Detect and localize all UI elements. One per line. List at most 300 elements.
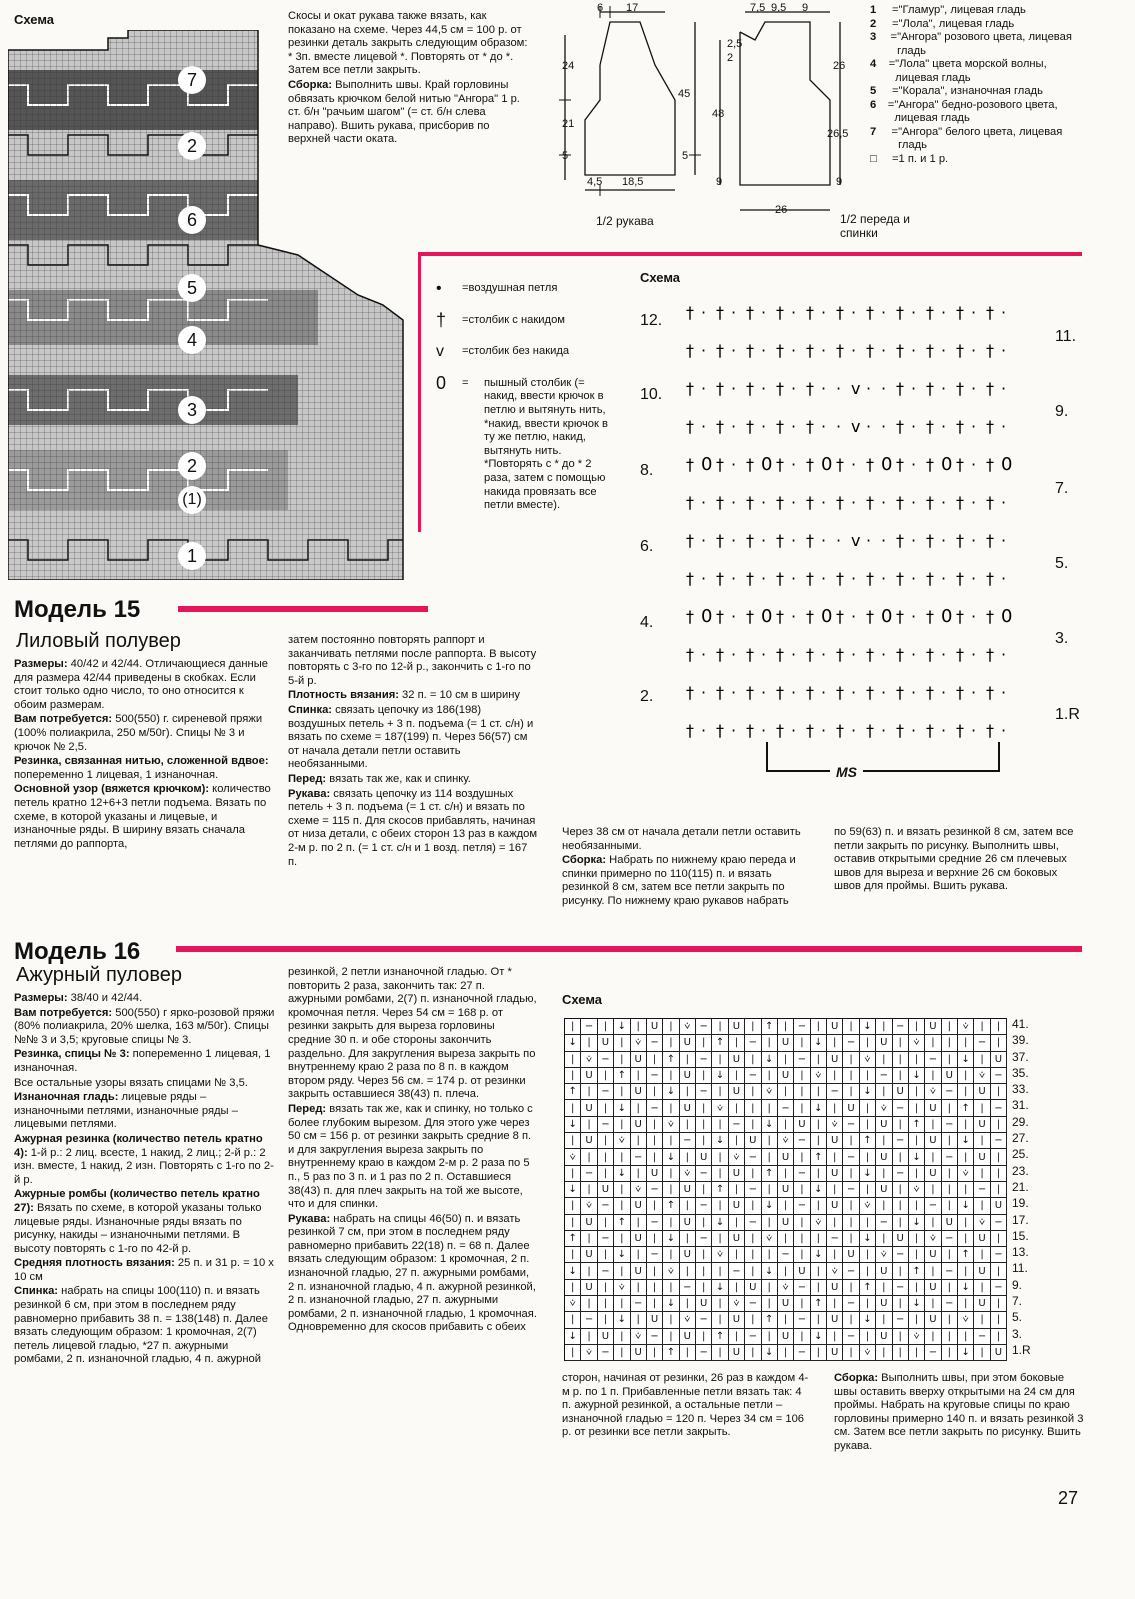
knit-chart-cell: − — [745, 1215, 761, 1231]
knit-chart-cell: ↑ — [762, 1019, 778, 1035]
crochet-symbol: † — [716, 379, 724, 398]
knit-chart-cell: U — [778, 1149, 794, 1165]
knit-chart-cell: ⩒ — [974, 1068, 990, 1084]
knit-chart-cell: U — [827, 1166, 843, 1182]
knit-chart-cell: | — [778, 1345, 794, 1361]
knit-chart-cell: ↓ — [860, 1084, 876, 1100]
text-block: Все остальные узоры вязать спицами № 3,5. — [14, 1076, 248, 1089]
knit-chart-cell: U — [876, 1117, 892, 1133]
crochet-symbol: † — [746, 721, 754, 740]
zone-bubble: (1) — [178, 486, 206, 514]
knit-chart-row — [565, 1084, 1007, 1100]
knit-chart-cell: ↓ — [663, 1231, 679, 1247]
crochet-symbol: † — [686, 607, 694, 626]
knit-chart-row — [565, 1231, 1007, 1247]
crochet-symbol: · — [1001, 341, 1007, 360]
knit-chart-cell: U — [581, 1247, 597, 1263]
crochet-symbol: · — [701, 531, 707, 550]
knit-chart-cell: | — [663, 1019, 679, 1035]
knit-chart-cell: | — [811, 1345, 827, 1361]
knit-chart-cell: | — [909, 1231, 925, 1247]
knit-chart-cell: | — [712, 1019, 728, 1035]
knit-chart-cell: − — [581, 1312, 597, 1328]
knit-chart-cell: ⩒ — [680, 1166, 696, 1182]
color-legend-item: □ = 1 п. и 1 р. — [870, 152, 949, 165]
knit-chart-cell: U — [631, 1084, 647, 1100]
knit-chart-cell: U — [974, 1296, 990, 1312]
knit-chart-cell: | — [565, 1166, 581, 1182]
crochet-symbol: · — [701, 683, 707, 702]
knit-chart-cell: | — [794, 1231, 810, 1247]
knit-chart-row — [565, 1117, 1007, 1133]
knit-chart-cell: ⩒ — [958, 1312, 974, 1328]
knit-chart-cell: | — [925, 1215, 941, 1231]
crochet-symbol: † — [806, 303, 814, 322]
knit-chart-cell: | — [745, 1198, 761, 1214]
crochet-symbol: · — [971, 683, 977, 702]
crochet-symbol: · — [866, 417, 872, 436]
sleeve-dim: 24 — [562, 60, 575, 72]
crochet-symbol: † — [956, 721, 964, 740]
crochet-symbol: · — [821, 341, 827, 360]
crochet-symbol: · — [791, 455, 797, 474]
crochet-symbol: † — [986, 379, 994, 398]
knit-chart-row — [565, 1345, 1007, 1361]
knit-chart-cell: | — [631, 1100, 647, 1116]
knit-chart-cell: U — [991, 1052, 1007, 1068]
knit-chart-cell: − — [647, 1035, 663, 1051]
knit-chart-cell: U — [827, 1280, 843, 1296]
knit-chart-cell: U — [827, 1198, 843, 1214]
knit-chart-cell: | — [876, 1052, 892, 1068]
knit-chart-cell: | — [925, 1329, 941, 1345]
crochet-symbol: · — [1001, 531, 1007, 550]
model15-col3 — [562, 826, 812, 910]
knit-chart-cell: ↓ — [958, 1280, 974, 1296]
crochet-symbol: † — [866, 645, 874, 664]
crochet-chart — [680, 290, 1040, 750]
knit-row-label: 17. — [1012, 1212, 1029, 1227]
knit-chart-cell: | — [598, 1280, 614, 1296]
knit-chart-cell: | — [745, 1019, 761, 1035]
crochet-symbol: · — [821, 303, 827, 322]
scheme-label: Схема — [14, 12, 55, 27]
body-dim: 9 — [836, 176, 843, 188]
knit-chart-cell: ↓ — [909, 1149, 925, 1165]
knit-chart-cell: | — [991, 1312, 1007, 1328]
crochet-symbol: † — [986, 683, 994, 702]
crochet-symbol: · — [1001, 683, 1007, 702]
knit-chart-cell: | — [696, 1133, 712, 1149]
crochet-symbol: † — [896, 683, 904, 702]
body-dim: 9 — [716, 176, 723, 188]
knit-chart-cell: | — [893, 1052, 909, 1068]
knit-chart-cell: | — [958, 1182, 974, 1198]
knit-chart-cell: ↑ — [565, 1084, 581, 1100]
knit-chart-cell: | — [598, 1019, 614, 1035]
knit-chart-cell: | — [598, 1296, 614, 1312]
crochet-symbol: † — [926, 683, 934, 702]
knit-chart-cell: − — [827, 1084, 843, 1100]
crochet-symbol: † — [956, 531, 964, 550]
knit-chart-cell: | — [778, 1084, 794, 1100]
text-block: Через 38 см от начала детали петли оставить необязанными. — [562, 826, 801, 852]
crochet-symbol: † — [986, 569, 994, 588]
knit-chart-cell: | — [598, 1247, 614, 1263]
knit-chart-cell: | — [614, 1084, 630, 1100]
knit-chart-cell: | — [696, 1280, 712, 1296]
knit-chart-cell: ↑ — [958, 1100, 974, 1116]
crochet-symbol: † — [866, 341, 874, 360]
knit-row-label: 41. — [1012, 1017, 1029, 1031]
crochet-symbol: · — [761, 531, 767, 550]
knit-chart-cell: ↓ — [811, 1329, 827, 1345]
knit-chart-cell: U — [729, 1019, 745, 1035]
sleeve-dim: 6 — [597, 2, 604, 14]
knit-chart-cell: − — [843, 1296, 859, 1312]
knit-chart-row — [565, 1215, 1007, 1231]
knit-chart-cell: | — [958, 1149, 974, 1165]
knit-chart-cell: | — [647, 1345, 663, 1361]
knit-chart-cell: ↓ — [614, 1019, 630, 1035]
text-block: Рукава: набрать на спицы 46(50) п. и вязать резинкой 7 см, при этом в последнем ряду равномерно прибавить 22(18) п. = 68 п. Далее вязать следующим образом: 1 кромочная, 2 п. изнаночной гладью, 27 п. ажурными ромбами, 2 п. изнаночной гладью, 4 п. ажурной резинкой, 2 п. изнаночной гладью, 27 п. ажурными ромбами, 2 п. изнаночной гладью, 1 кромочная. Одновременно для скосов прибавить с обеих — [288, 1212, 537, 1334]
crochet-symbol: · — [911, 645, 917, 664]
knit-chart-cell: | — [680, 1263, 696, 1279]
knit-chart-cell: ⩒ — [581, 1198, 597, 1214]
knit-chart-cell: | — [893, 1035, 909, 1051]
page-number: 27 — [1058, 1488, 1079, 1508]
knit-chart-cell: | — [696, 1263, 712, 1279]
knit-chart-cell: | — [762, 1215, 778, 1231]
knit-chart-cell: | — [647, 1198, 663, 1214]
knit-chart-cell: | — [680, 1084, 696, 1100]
knit-chart-cell: | — [778, 1231, 794, 1247]
crochet-symbol: · — [701, 645, 707, 664]
knit-chart-cell: | — [909, 1247, 925, 1263]
crochet-symbol: † — [896, 531, 904, 550]
knit-chart-cell: − — [696, 1198, 712, 1214]
knit-chart-cell: ⩒ — [762, 1231, 778, 1247]
crochet-symbol: · — [731, 645, 737, 664]
sleeve-dim: 5 — [682, 150, 689, 162]
knit-chart-cell: | — [827, 1182, 843, 1198]
knit-chart-cell: | — [745, 1231, 761, 1247]
knit-chart-cell: | — [909, 1345, 925, 1361]
knit-chart-cell: − — [696, 1312, 712, 1328]
text-block: Ажурные ромбы (количество петель кратно 27): Вязать по схеме, в которой указаны только лицевые ряды. Изнаночные ряды вязать по рисунку, накиды – изнаночными петлями. В высоту повторять с 1-го по 42-й р. — [14, 1188, 262, 1255]
sleeve-dim: 18,5 — [622, 176, 644, 188]
crochet-symbol: · — [701, 379, 707, 398]
crochet-symbol: · — [731, 303, 737, 322]
text-block: резинкой, 2 петли изнаночной гладью. От * повторить 2 раза, закончить так: 27 п. ажурными ромбами, 2(7) п. изнаночной гладью, кромочная петля. Через 54 см = 168 р. от резинки закрыть для выреза горловины средние 30 п. и обе стороны закончить раздельно. Для закругления выреза закрыть по внутреннему краю 2 раза по 8 п. в каждом втором ряду. Через 56 см. = 174 р. от резинки закрыть оставшиеся 38(43) п. плеча. — [288, 966, 537, 1101]
knit-chart-cell: ↓ — [860, 1166, 876, 1182]
knit-chart-cell: ⩒ — [778, 1133, 794, 1149]
knit-chart-cell: − — [647, 1215, 663, 1231]
crochet-symbol: † — [806, 341, 814, 360]
knit-chart-cell: | — [745, 1084, 761, 1100]
knit-chart-cell: ↓ — [565, 1263, 581, 1279]
crochet-symbol: † — [956, 683, 964, 702]
knit-chart-title: Схема — [562, 992, 603, 1007]
knit-chart-cell: | — [565, 1215, 581, 1231]
knit-chart-cell: ⩒ — [565, 1296, 581, 1312]
knit-chart-cell: U — [680, 1035, 696, 1051]
text-block: Перед: вязать так же, как и спинку. — [288, 772, 471, 785]
knit-chart-cell: | — [565, 1280, 581, 1296]
knit-row-label: 27. — [1012, 1131, 1029, 1146]
crochet-symbol: · — [731, 341, 737, 360]
knit-chart-row — [565, 1263, 1007, 1279]
knit-chart-cell: U — [647, 1166, 663, 1182]
knit-chart-cell: − — [974, 1329, 990, 1345]
knit-chart-cell: U — [778, 1035, 794, 1051]
knit-chart-cell: | — [614, 1329, 630, 1345]
crochet-symbol: † — [896, 341, 904, 360]
knit-chart-cell: | — [860, 1263, 876, 1279]
knit-chart-cell: | — [958, 1117, 974, 1133]
knit-chart-cell: | — [991, 1182, 1007, 1198]
knit-chart-cell: | — [893, 1068, 909, 1084]
crochet-symbol: 0 — [701, 454, 713, 475]
knit-chart-cell: − — [843, 1329, 859, 1345]
knit-chart-cell: ↓ — [811, 1035, 827, 1051]
crochet-symbol: † — [866, 303, 874, 322]
knit-chart-cell: ↓ — [565, 1035, 581, 1051]
body-dim: 2 — [727, 52, 734, 64]
knit-chart-cell: | — [647, 1296, 663, 1312]
knit-chart-cell: | — [827, 1035, 843, 1051]
knit-chart-cell: | — [794, 1182, 810, 1198]
knit-chart-cell: | — [893, 1117, 909, 1133]
sleeve-paragraph: Скосы и окат рукава также вязать, как показано на схеме. Через 44,5 см = 100 р. от резинки деталь закрыть следующим образом: * 3п. вместе лицевой *. Повторять от * до *. Затем все петли закрыть. — [288, 10, 528, 77]
knit-chart-cell: | — [581, 1035, 597, 1051]
knit-chart-cell: ⩒ — [565, 1149, 581, 1165]
knit-chart-cell: − — [893, 1019, 909, 1035]
knit-chart-cell: ⩒ — [631, 1035, 647, 1051]
crochet-symbol: † — [836, 721, 844, 740]
crochet-symbol: † — [806, 531, 814, 550]
knit-chart-cell: − — [598, 1084, 614, 1100]
knit-chart-cell: | — [958, 1263, 974, 1279]
crochet-symbol: · — [1001, 721, 1007, 740]
knit-chart-cell: − — [843, 1149, 859, 1165]
knit-chart-cell: U — [876, 1149, 892, 1165]
knit-chart-cell: | — [991, 1117, 1007, 1133]
knit-chart-cell: ↓ — [663, 1296, 679, 1312]
knit-chart-cell: U — [696, 1296, 712, 1312]
knit-chart-cell: U — [827, 1345, 843, 1361]
knit-chart-cell: U — [680, 1182, 696, 1198]
crochet-symbol: · — [821, 531, 827, 550]
knit-chart-cell: ↓ — [909, 1215, 925, 1231]
knit-chart-cell: | — [893, 1149, 909, 1165]
crochet-symbol: † — [716, 531, 724, 550]
crochet-symbol: † — [686, 379, 694, 398]
knit-chart-cell: U — [631, 1052, 647, 1068]
crochet-symbol: † — [746, 455, 754, 474]
knit-chart-cell: ⩒ — [925, 1231, 941, 1247]
knit-chart-cell: | — [565, 1100, 581, 1116]
knit-chart-cell: ↓ — [614, 1100, 630, 1116]
knit-chart-cell: U — [991, 1345, 1007, 1361]
knit-chart-cell: | — [614, 1296, 630, 1312]
crochet-symbol: † — [866, 493, 874, 512]
crochet-symbol: † — [926, 303, 934, 322]
knit-chart-cell: U — [974, 1263, 990, 1279]
knit-chart-cell: | — [876, 1019, 892, 1035]
text-block: Средняя плотность вязания: 25 п. и 31 р. = 10 х 10 см — [14, 1257, 274, 1283]
knit-chart-cell: | — [925, 1035, 941, 1051]
knit-row-label: 23. — [1012, 1163, 1029, 1178]
knit-chart-cell: ⩒ — [811, 1215, 827, 1231]
crochet-symbol: † — [956, 493, 964, 512]
knit-chart-cell: U — [942, 1068, 958, 1084]
knit-chart-cell: ⩒ — [729, 1296, 745, 1312]
crochet-symbol: † — [836, 683, 844, 702]
crochet-symbol: · — [881, 303, 887, 322]
knit-chart-cell: | — [909, 1100, 925, 1116]
knit-chart-cell: | — [958, 1084, 974, 1100]
model16-col3 — [562, 1372, 812, 1441]
crochet-symbol: · — [821, 493, 827, 512]
crochet-symbol: · — [971, 303, 977, 322]
knit-chart-cell: | — [729, 1035, 745, 1051]
knit-chart-cell: ⩒ — [860, 1052, 876, 1068]
knit-chart-cell: | — [991, 1296, 1007, 1312]
knit-chart-cell: U — [843, 1247, 859, 1263]
knit-chart-cell: U — [581, 1100, 597, 1116]
crochet-symbol: † — [986, 493, 994, 512]
knit-chart-cell: ↑ — [762, 1166, 778, 1182]
knit-chart-cell: U — [696, 1149, 712, 1165]
knit-chart-cell: U — [631, 1198, 647, 1214]
knit-chart-cell: | — [843, 1215, 859, 1231]
crochet-symbol: † — [926, 569, 934, 588]
knit-row-label: 35. — [1012, 1065, 1029, 1080]
knit-chart-cell: | — [958, 1035, 974, 1051]
knit-chart-cell: U — [925, 1166, 941, 1182]
crochet-row-label: 5. — [1055, 555, 1069, 572]
knit-chart-cell: | — [843, 1068, 859, 1084]
knit-chart-cell: − — [991, 1133, 1007, 1149]
knit-chart-cell: − — [942, 1084, 958, 1100]
knit-chart-cell: | — [778, 1019, 794, 1035]
knit-chart-cell: | — [925, 1263, 941, 1279]
crochet-symbol: · — [761, 721, 767, 740]
knit-chart-cell: − — [745, 1068, 761, 1084]
zone-bubble: 3 — [178, 396, 206, 424]
knit-chart-cell: − — [893, 1312, 909, 1328]
crochet-symbol: † — [776, 303, 784, 322]
knit-chart-cell: | — [827, 1329, 843, 1345]
knit-chart-cell: | — [762, 1133, 778, 1149]
knit-chart-cell: | — [958, 1231, 974, 1247]
knit-chart-cell: | — [925, 1068, 941, 1084]
crochet-symbol: · — [821, 417, 827, 436]
crochet-symbol: · — [881, 417, 887, 436]
knit-chart-cell: | — [876, 1198, 892, 1214]
knit-chart-cell: | — [631, 1133, 647, 1149]
crochet-row-label: 6. — [640, 538, 654, 555]
knit-chart-cell: U — [794, 1117, 810, 1133]
knit-row-label: 33. — [1012, 1082, 1029, 1097]
knit-chart-cell: | — [581, 1182, 597, 1198]
crochet-symbol: · — [701, 493, 707, 512]
crochet-symbol: † — [896, 721, 904, 740]
crochet-symbol: † — [746, 531, 754, 550]
knit-chart-cell: U — [925, 1100, 941, 1116]
crochet-symbol: † — [926, 341, 934, 360]
crochet-symbol: † — [866, 721, 874, 740]
crochet-symbol: · — [821, 569, 827, 588]
knit-chart-cell: ⩒ — [876, 1100, 892, 1116]
knit-row-label: 7. — [1012, 1294, 1023, 1309]
knit-chart-cell: | — [811, 1280, 827, 1296]
knit-chart-cell: | — [778, 1312, 794, 1328]
crochet-symbol: † — [956, 645, 964, 664]
color-legend-item: 7 = "Ангора" белого цвета, лицевая гладь — [870, 125, 1063, 151]
knit-chart-cell: | — [581, 1084, 597, 1100]
sleeve-dim: 45 — [678, 88, 691, 100]
model15-title: Модель 15 — [14, 596, 141, 623]
text-block: Спинка: связать цепочку из 186(198) воздушных петель + 3 п. подъема (= 1 ст. с/н) и вязать по схеме = 187(199) п. Через 56(57) см от начала детали петли оставить необязанными. — [288, 703, 534, 771]
crochet-symbol: † — [986, 607, 994, 626]
knit-chart-cell: | — [598, 1215, 614, 1231]
zone-bubble: 1 — [178, 542, 206, 570]
knit-chart-cell: | — [696, 1100, 712, 1116]
crochet-symbol: · — [866, 379, 872, 398]
crochet-symbol: † — [716, 455, 724, 474]
knit-chart-cell: | — [712, 1117, 728, 1133]
crochet-symbol: · — [761, 303, 767, 322]
crochet-symbol: † — [986, 417, 994, 436]
crochet-symbol: † — [896, 303, 904, 322]
knit-chart-cell: | — [942, 1247, 958, 1263]
crochet-symbol: · — [941, 645, 947, 664]
text-block: сторон, начиная от резинки, 26 раз в каждом 4-м р. по 1 п. Прибавленные петли вязать так: 4 п. ажурной резинкой, а остальные петли – изнаночной гладью = 120 п. Через 34 см = 106 р. от резинки все петли закрыть. — [562, 1372, 809, 1439]
knit-chart-cell: | — [811, 1117, 827, 1133]
text-block: Размеры: 40/42 и 42/44. Отличающиеся данные для размера 42/44 приведены в скобках. Если стоит только одно число, то оно относится к обоим размерам. — [14, 658, 268, 711]
knit-chart-cell: | — [729, 1133, 745, 1149]
knit-chart-cell: | — [614, 1182, 630, 1198]
knit-chart-cell: | — [680, 1231, 696, 1247]
knit-chart-cell: | — [581, 1263, 597, 1279]
knit-chart-cell: | — [860, 1215, 876, 1231]
knit-chart-cell: U — [942, 1215, 958, 1231]
crochet-symbol: 0 — [1001, 454, 1013, 475]
crochet-symbol: · — [761, 493, 767, 512]
crochet-symbol: · — [941, 379, 947, 398]
knit-chart-cell: U — [778, 1182, 794, 1198]
knit-chart-cell: | — [925, 1182, 941, 1198]
body-dim: 9,5 — [771, 2, 787, 14]
legend-sc: v = столбик без накида — [436, 343, 570, 361]
zone-bubble: 6 — [178, 206, 206, 234]
color-legend — [870, 4, 1090, 166]
knit-chart-cell: | — [696, 1117, 712, 1133]
crochet-symbol: † — [836, 493, 844, 512]
knit-chart-cell: − — [794, 1166, 810, 1182]
knit-chart-cell: U — [893, 1231, 909, 1247]
knit-chart-cell: | — [598, 1166, 614, 1182]
knit-chart-cell: U — [876, 1182, 892, 1198]
knit-chart-cell: − — [876, 1068, 892, 1084]
knit-chart-cell: − — [581, 1166, 597, 1182]
knit-chart-row — [565, 1312, 1007, 1328]
crochet-symbol: · — [881, 531, 887, 550]
knit-chart-cell: ⩒ — [909, 1035, 925, 1051]
crochet-symbol: · — [851, 683, 857, 702]
